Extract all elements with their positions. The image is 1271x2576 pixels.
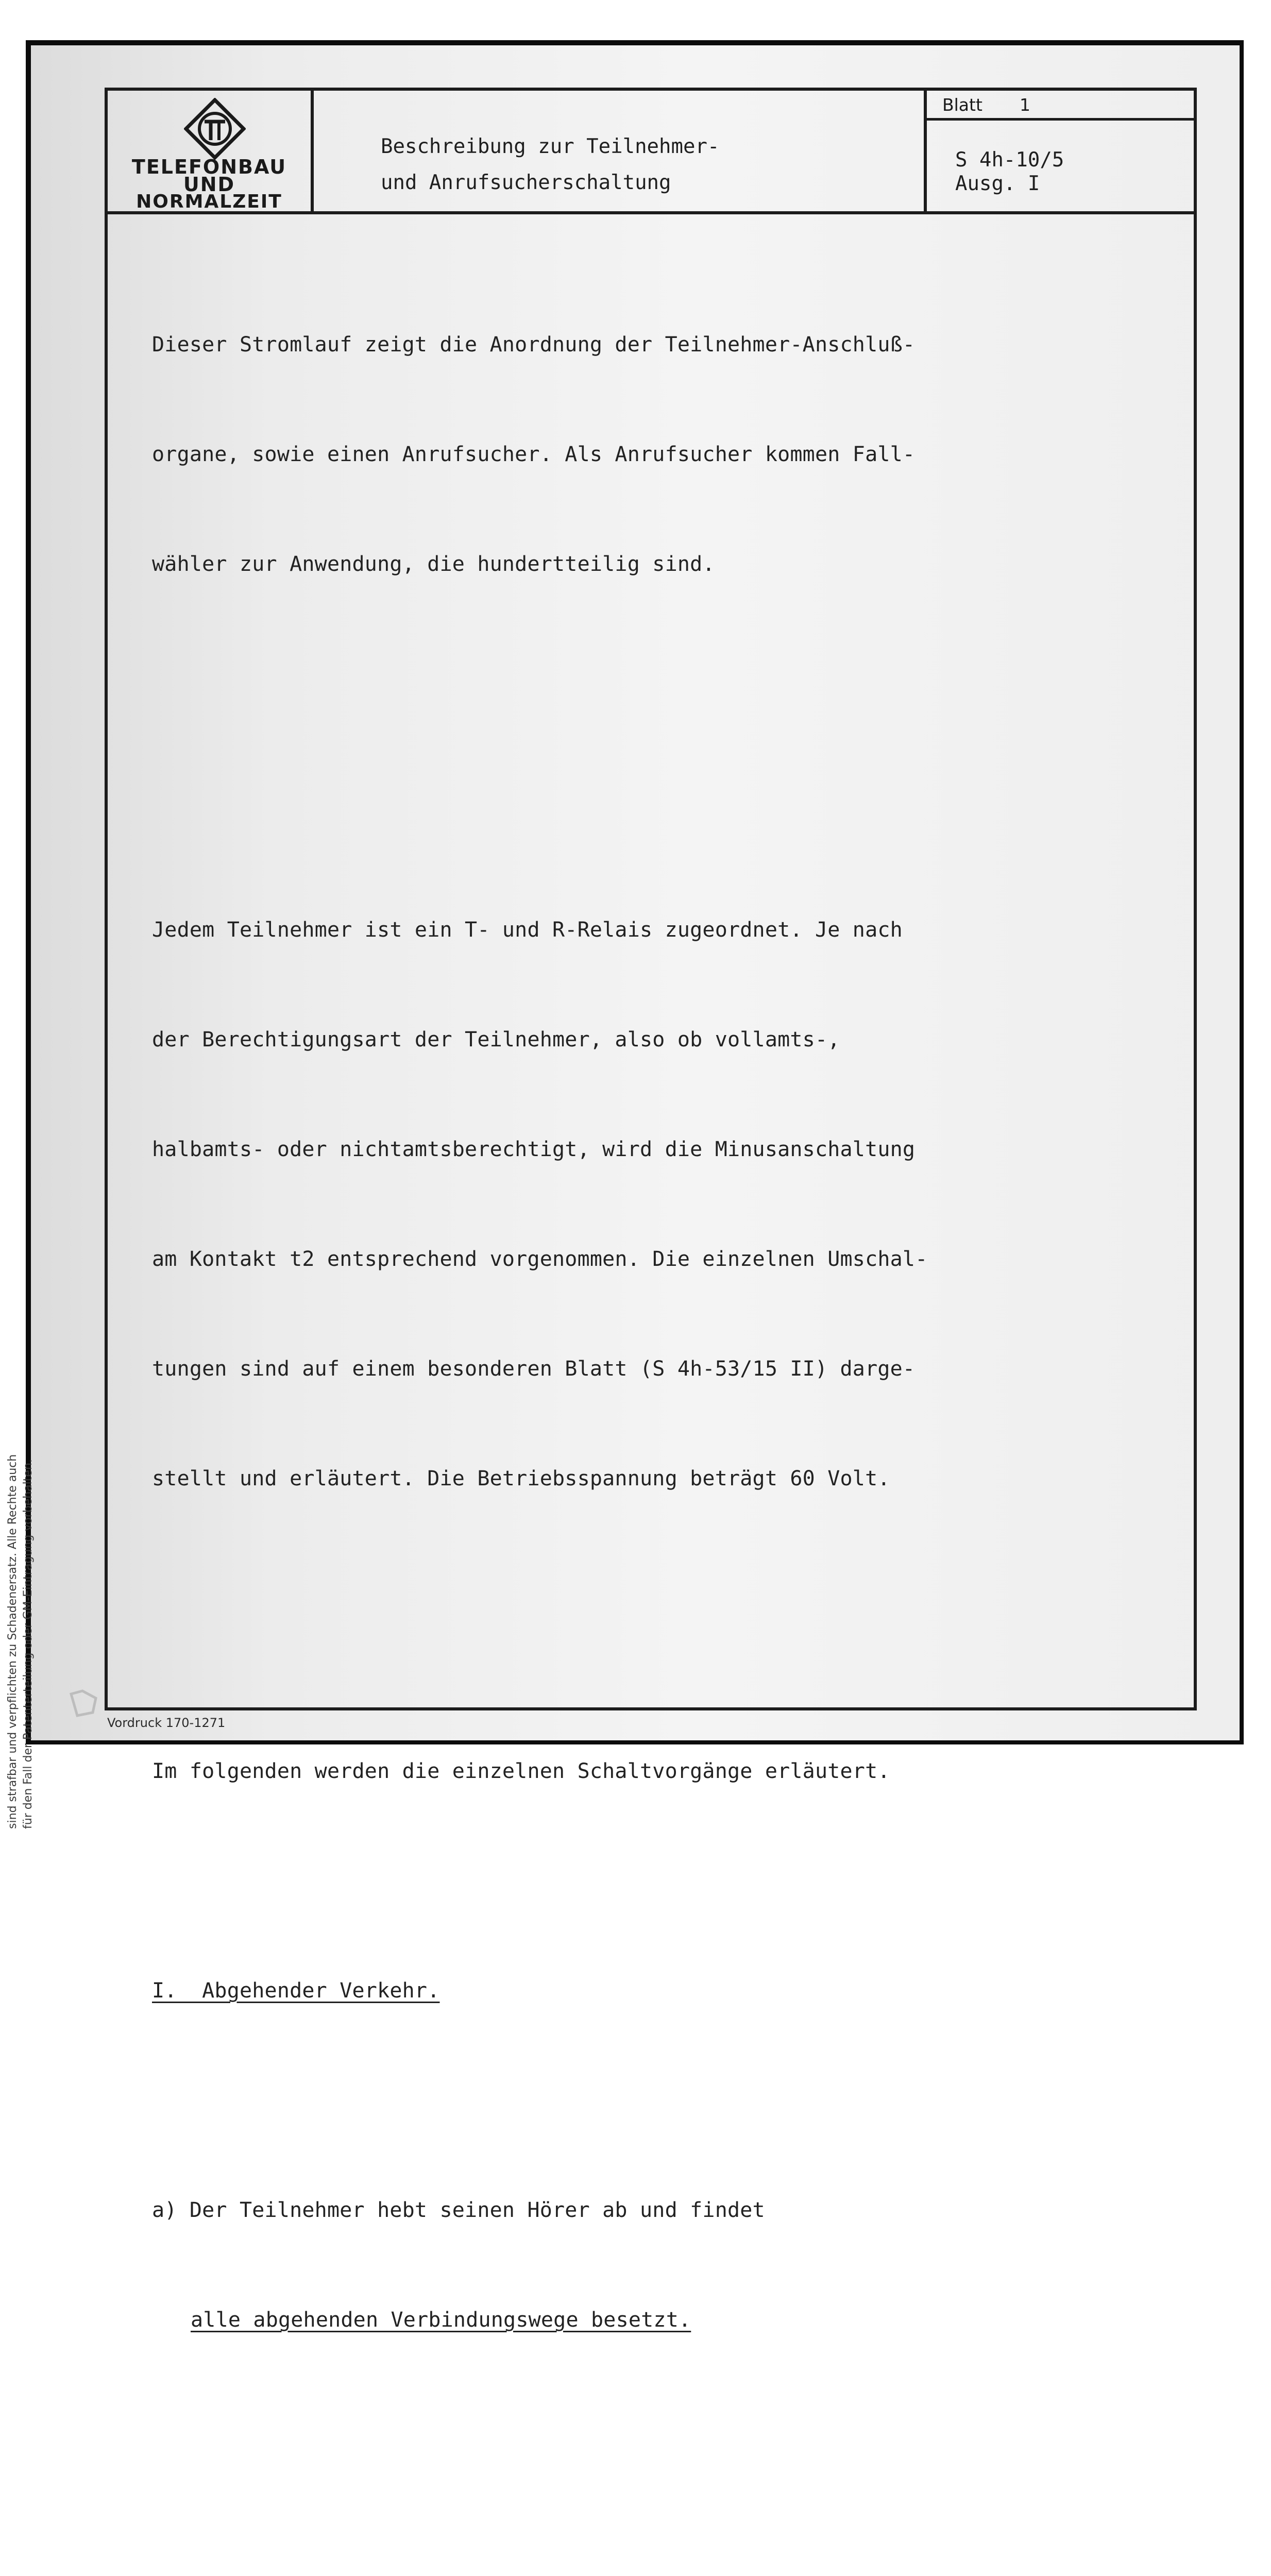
corner-stamp-icon [67,1685,103,1721]
copyright-side-note [5,902,36,1829]
text-line: am Kontakt t2 entsprechend vorgenommen. Die einzelnen Umschal- [152,1247,928,1271]
document-title-line1: Beschreibung zur Teilnehmer- [381,135,720,158]
text-line: tungen sind auf einem besonderen Blatt (S 4h-53/15 II) darge- [152,1357,916,1381]
text-line: Jedem Teilnehmer ist ein T- und R-Relais zugeordnet. Je nach [152,918,903,942]
text-line: stellt und erläutert. Die Betriebsspannung beträgt 60 Volt. [152,1467,890,1490]
text-line: halbamts- oder nichtamtsberechtigt, wird die Minusanschaltung [152,1138,916,1161]
sheet-number: 1 [1020,95,1030,115]
document-body [152,180,1079,2576]
side-note-line2: für den Fall der Patenterteilung oder GM-Eintragung vorbehalten. [22,1459,35,1829]
company-name-line3: NORMALZEIT [136,191,282,212]
section-heading: I. Abgehender Verkehr. [152,1979,440,2003]
text-line: wähler zur Anwendung, die hundertteilig sind. [152,552,715,576]
tn-logo-icon [184,98,246,160]
form-number: Vordruck 170-1271 [107,1716,226,1730]
text-line: organe, sowie einen Anrufsucher. Als Anrufsucher kommen Fall- [152,443,916,466]
side-note-line1: sind strafbar und verpflichten zu Schadenersatz. Alle Rechte auch [6,1454,19,1829]
paragraph-intro [152,253,1079,656]
paragraph-relays [152,839,1079,1570]
text-line: Dieser Stromlauf zeigt die Anordnung der Teilnehmer-Anschluß- [152,333,916,357]
sheet-number-row [927,91,1197,121]
sheet-label: Blatt [942,95,982,115]
paragraph-item-a [152,2521,1079,2576]
edition-label: Ausg. I [955,172,1040,195]
document-reference: S 4h-10/5 [955,148,1064,172]
item-a-subheading: alle abgehenden Verbindungswege besetzt. [191,2308,691,2332]
company-name-line2: UND [183,173,235,196]
company-name-line1: TELEFONBAU [131,156,287,178]
item-a-heading: a) Der Teilnehmer hebt seinen Hörer ab und findet [152,2198,765,2222]
text-line: der Berechtigungsart der Teilnehmer, also ob vollamts-, [152,1028,840,1052]
paragraph-following: Im folgenden werden die einzelnen Schaltvorgänge erläutert. [152,1759,890,1783]
document-title-line2: und Anrufsucherschaltung [381,171,671,194]
